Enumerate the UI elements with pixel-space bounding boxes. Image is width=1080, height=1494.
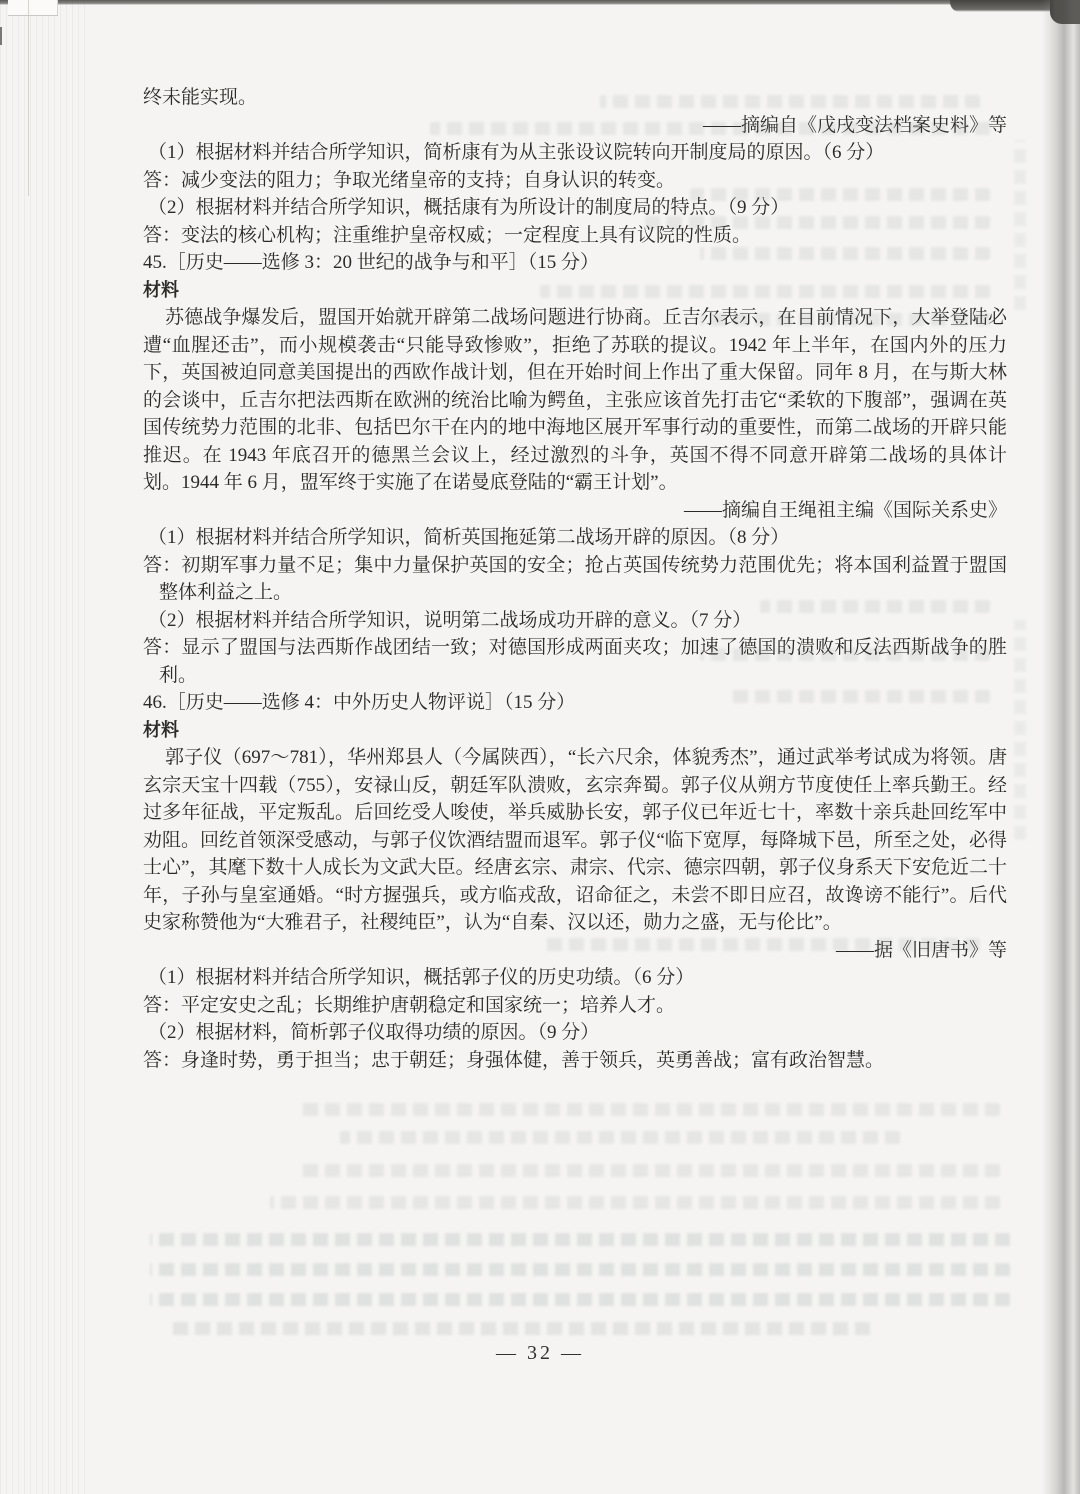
q46-citation: ——据《旧唐书》等 xyxy=(835,939,1007,961)
scan-notch-top-left xyxy=(8,0,58,15)
ghost-text-line xyxy=(150,1263,1010,1276)
ghost-text-column xyxy=(1014,620,1026,840)
q45-material-label: 材料 xyxy=(143,279,179,300)
scan-edge-top xyxy=(0,0,1080,5)
q44-citation: ——摘编自《戊戌变法档案史料》等 xyxy=(702,114,1007,136)
ghost-text-column xyxy=(1014,140,1026,310)
scan-left-streaks xyxy=(0,0,85,1494)
q46-answer-2: 答：身逢时势，勇于担当；忠于朝廷；身强体健，善于领兵，英勇善战；富有政治智慧。 xyxy=(143,1049,885,1071)
q45-question-2: （2）根据材料并结合所学知识，说明第二战场成功开辟的意义。（7 分） xyxy=(148,609,752,631)
q44-answer-1: 答：减少变法的阻力；争取光绪皇帝的支持；自身认识的转变。 xyxy=(143,169,676,191)
page-content xyxy=(143,84,1007,1074)
page-number: — 32 — xyxy=(496,1342,584,1364)
q44-question-2: （2）根据材料并结合所学知识，概括康有为所设计的制度局的特点。（9 分） xyxy=(148,197,790,218)
q46-question-2: （2）根据材料，简析郭子仪取得功绩的原因。（9 分） xyxy=(148,1022,600,1043)
paragraph-continuation: 终未能实现。 xyxy=(143,87,258,108)
q46-material-label: 材料 xyxy=(143,719,179,740)
ghost-text-line xyxy=(340,1131,900,1144)
q46-material-text: 郭子仪（697～781），华州郑县人（今属陕西），“长六尺余，体貌秀杰”，通过武举考试成为将领。唐玄宗天宝十四载（755），安禄山反，朝廷军队溃败，玄宗奔蜀。郭子仪从朔方节度使任上率兵勤王。经过多年征战，平定叛乱。后回纥受人唆使，举兵威胁长安，郭子仪已年近七十，率数十亲兵赴回纥军中劝阻。回纥首领深受感动，与郭子仪饮酒结盟而退军。郭子仪“临下宽厚，每降城下邑，所至之处，必得士心”，其麾下数十人成长为文武大臣。经唐玄宗、肃宗、代宗、德宗四朝，郭子仪身系天下安危近二十年，子孙与皇室通婚。“时方握强兵，或方临戎敌，诏命征之，未尝不即日应召，故谗谤不能行”。后代史家称赞他为“大雅君子，社稷纯臣”，认为“自秦、汉以还，勋力之盛，无与伦比”。 xyxy=(143,747,1007,933)
ghost-text-line xyxy=(170,1322,870,1335)
ghost-text-line xyxy=(150,1233,1010,1246)
scan-left-hairline xyxy=(28,0,29,196)
scan-edge-right-shadow xyxy=(1042,0,1080,1494)
q45-material-text: 苏德战争爆发后，盟国开始就开辟第二战场问题进行协商。丘吉尔表示，在目前情况下，大举登陆必遭“血腥还击”，而小规模袭击“只能导致惨败”，拒绝了苏联的提议。1942 年上半年，在国内外的压力下，英国被迫同意美国提出的西欧作战计划，但在开始时间上作出了重大保留。同年 8 月，在与斯大林的会谈中，丘吉尔把法西斯在欧洲的统治比喻为鳄鱼，主张应该首先打击它“柔软的下腹部”，强调在英国传统势力范围的北非、包括巴尔干在内的地中海地区展开军事行动的重要性，而第二战场的开辟只能推迟。在 1943 年底召开的德黑兰会议上，经过激烈的斗争，英国不得不同意开辟第二战场的具体计划。1944 年 6 月，盟军终于实施了在诺曼底登陆的“霸王计划”。 xyxy=(143,307,1007,493)
q45-question-1: （1）根据材料并结合所学知识，简析英国拖延第二战场开辟的原因。（8 分） xyxy=(148,527,790,548)
q46-answer-1: 答：平定安史之乱；长期维护唐朝稳定和国家统一；培养人才。 xyxy=(143,994,676,1016)
q45-citation: ——摘编自王绳祖主编《国际关系史》 xyxy=(683,499,1007,521)
q44-answer-2: 答：变法的核心机构；注重维护皇帝权威；一定程度上具有议院的性质。 xyxy=(143,224,752,246)
ghost-text-line xyxy=(300,1103,1000,1116)
ghost-text-line xyxy=(270,1196,1000,1209)
ghost-text-line xyxy=(300,1164,1000,1177)
scan-left-tick xyxy=(0,27,2,45)
q45-answer-2: 答：显示了盟国与法西斯作战团结一致；对德国形成两面夹攻；加速了德国的溃败和反法西斯战争的胜利。 xyxy=(143,637,1007,686)
q46-section-title: 46.［历史——选修 4：中外历史人物评说］（15 分） xyxy=(143,692,576,713)
q46-question-1: （1）根据材料并结合所学知识，概括郭子仪的历史功绩。（6 分） xyxy=(148,967,695,988)
q45-section-title: 45.［历史——选修 3：20 世纪的战争与和平］（15 分） xyxy=(143,252,600,273)
ghost-text-line xyxy=(150,1293,1010,1306)
q44-question-1: （1）根据材料并结合所学知识，简析康有为从主张设议院转向开制度局的原因。（6 分） xyxy=(148,142,885,163)
q45-answer-1: 答：初期军事力量不足；集中力量保护英国的安全；抢占英国传统势力范围优先；将本国利益置于盟国整体利益之上。 xyxy=(143,554,1007,603)
